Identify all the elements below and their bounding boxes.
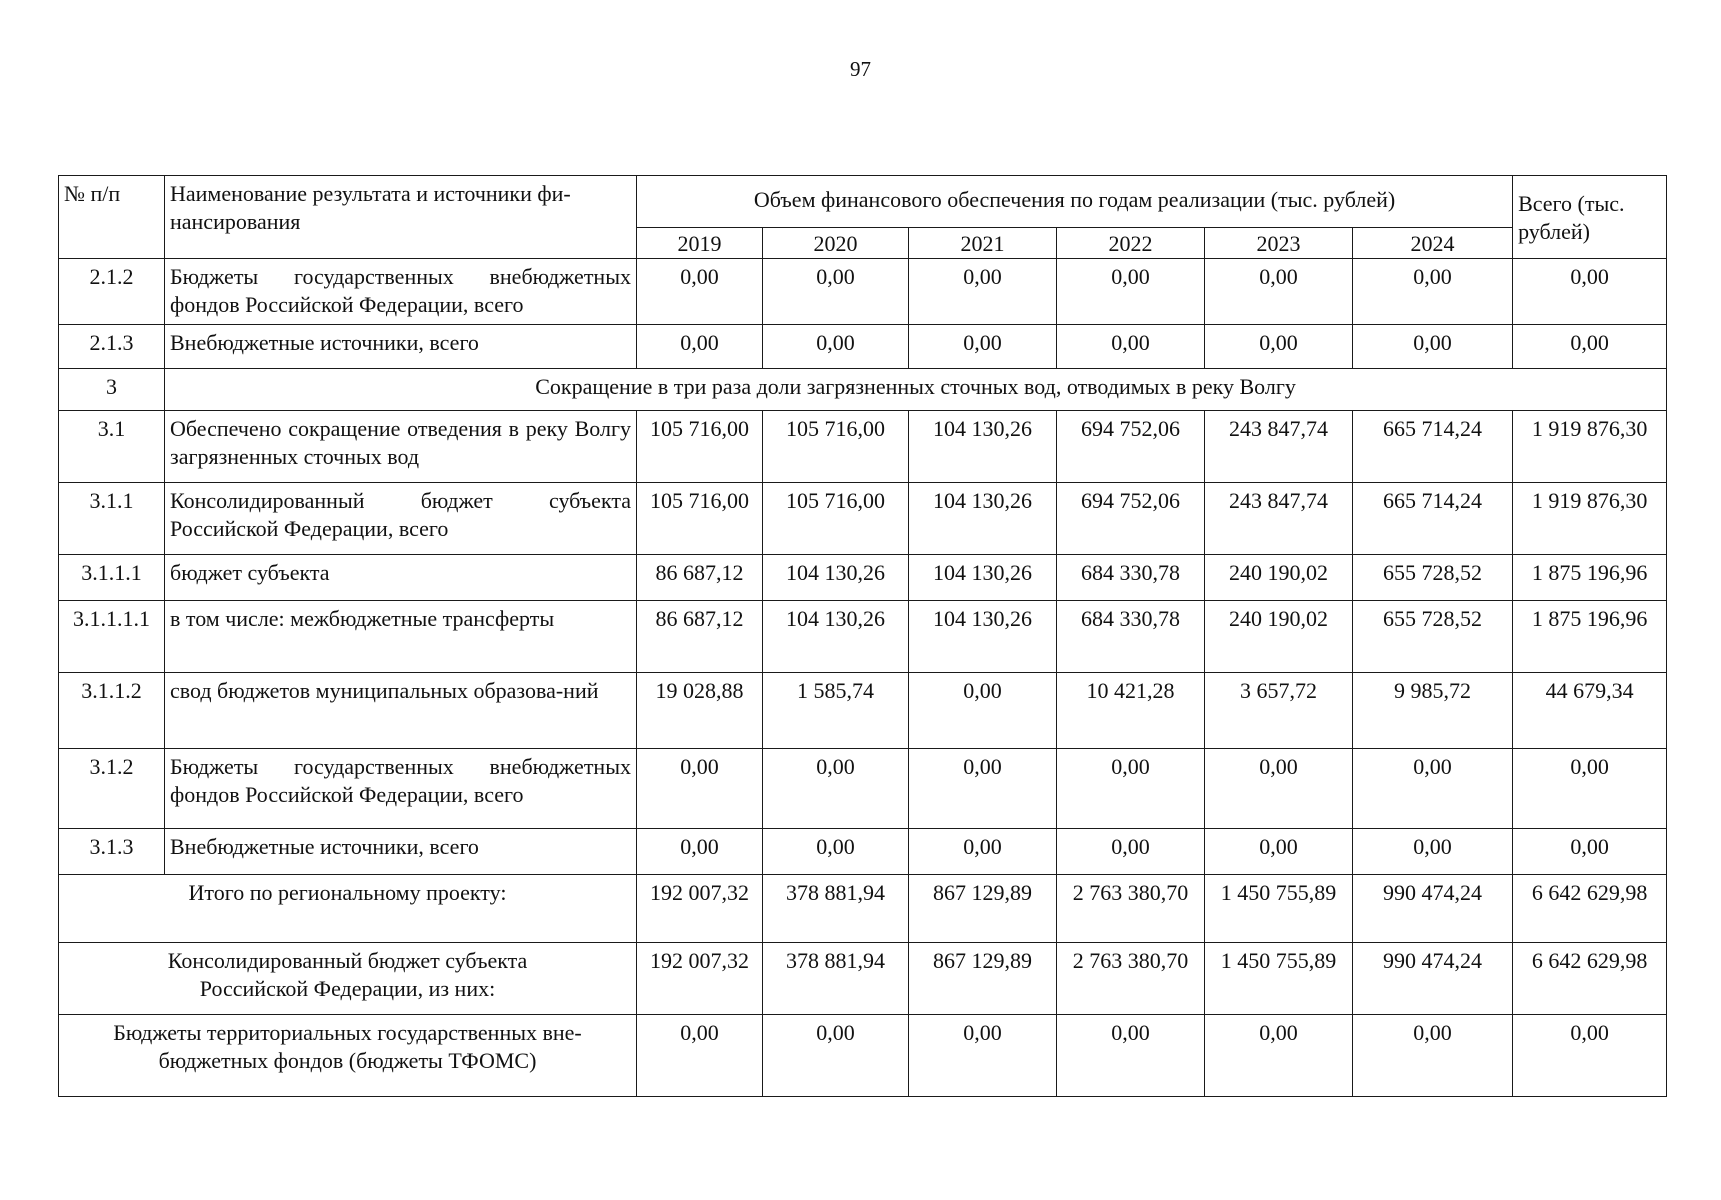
year-2024: 2024	[1353, 228, 1513, 259]
value-cell: 243 847,74	[1205, 483, 1353, 555]
row-num: 3.1.3	[59, 829, 165, 875]
value-cell: 86 687,12	[637, 601, 763, 673]
summary-row	[59, 1015, 1667, 1097]
value-cell: 0,00	[763, 749, 909, 829]
value-cell: 0,00	[1057, 1015, 1205, 1097]
row-num: 2.1.2	[59, 259, 165, 325]
table-row	[59, 829, 1667, 875]
value-cell: 0,00	[909, 829, 1057, 875]
value-cell: 105 716,00	[763, 411, 909, 483]
row-num: 3.1.1.1.1	[59, 601, 165, 673]
value-cell: 684 330,78	[1057, 555, 1205, 601]
value-cell: 0,00	[909, 1015, 1057, 1097]
value-cell: 0,00	[637, 1015, 763, 1097]
table-row	[59, 601, 1667, 673]
value-cell: 0,00	[1057, 749, 1205, 829]
total-cell: 6 642 629,98	[1513, 875, 1667, 943]
value-cell: 0,00	[1353, 1015, 1513, 1097]
value-cell: 9 985,72	[1353, 673, 1513, 749]
page-number: 97	[850, 57, 871, 81]
value-cell: 240 190,02	[1205, 555, 1353, 601]
value-cell: 0,00	[763, 1015, 909, 1097]
row-num: 3.1.1.2	[59, 673, 165, 749]
row-num: 3.1	[59, 411, 165, 483]
value-cell: 655 728,52	[1353, 601, 1513, 673]
value-cell: 0,00	[909, 749, 1057, 829]
value-cell: 0,00	[1205, 259, 1353, 325]
summary-label: Бюджеты территориальных государственных вне-бюджетных фондов (бюджеты ТФОМС)	[59, 1015, 637, 1097]
value-cell: 0,00	[909, 673, 1057, 749]
value-cell: 0,00	[1057, 259, 1205, 325]
summary-label: Итого по региональному проекту:	[59, 875, 637, 943]
total-cell: 0,00	[1513, 1015, 1667, 1097]
value-cell: 10 421,28	[1057, 673, 1205, 749]
value-cell: 0,00	[1353, 259, 1513, 325]
table-row	[59, 555, 1667, 601]
header-num: № п/п	[59, 176, 165, 259]
value-cell: 665 714,24	[1353, 411, 1513, 483]
total-cell: 0,00	[1513, 829, 1667, 875]
value-cell: 104 130,26	[909, 483, 1057, 555]
value-cell: 105 716,00	[637, 483, 763, 555]
value-cell: 0,00	[1205, 749, 1353, 829]
summary-label: Консолидированный бюджет субъекта Российской Федерации, из них:	[59, 943, 637, 1015]
table-row	[59, 325, 1667, 369]
value-cell: 243 847,74	[1205, 411, 1353, 483]
total-cell: 0,00	[1513, 325, 1667, 369]
row-name: Консолидированный бюджет субъекта Российской Федерации, всего	[165, 483, 637, 555]
row-name: Бюджеты государственных внебюджетных фондов Российской Федерации, всего	[165, 259, 637, 325]
table-row	[59, 483, 1667, 555]
row-name: Внебюджетные источники, всего	[165, 829, 637, 875]
total-cell: 1 875 196,96	[1513, 601, 1667, 673]
value-cell: 104 130,26	[909, 601, 1057, 673]
value-cell: 86 687,12	[637, 555, 763, 601]
value-cell: 0,00	[909, 259, 1057, 325]
value-cell: 378 881,94	[763, 943, 909, 1015]
value-cell: 2 763 380,70	[1057, 875, 1205, 943]
total-cell: 6 642 629,98	[1513, 943, 1667, 1015]
total-cell: 1 919 876,30	[1513, 411, 1667, 483]
value-cell: 0,00	[637, 749, 763, 829]
value-cell: 0,00	[1057, 325, 1205, 369]
value-cell: 0,00	[637, 325, 763, 369]
value-cell: 990 474,24	[1353, 943, 1513, 1015]
row-num: 2.1.3	[59, 325, 165, 369]
value-cell: 1 450 755,89	[1205, 943, 1353, 1015]
year-2020: 2020	[763, 228, 909, 259]
table-row	[59, 749, 1667, 829]
value-cell: 2 763 380,70	[1057, 943, 1205, 1015]
value-cell: 990 474,24	[1353, 875, 1513, 943]
value-cell: 867 129,89	[909, 943, 1057, 1015]
value-cell: 0,00	[1353, 325, 1513, 369]
row-num: 3.1.1.1	[59, 555, 165, 601]
value-cell: 104 130,26	[763, 601, 909, 673]
value-cell: 0,00	[1205, 1015, 1353, 1097]
section-num: 3	[59, 369, 165, 411]
value-cell: 0,00	[1205, 829, 1353, 875]
value-cell: 694 752,06	[1057, 483, 1205, 555]
total-cell: 0,00	[1513, 749, 1667, 829]
value-cell: 378 881,94	[763, 875, 909, 943]
row-name: бюджет субъекта	[165, 555, 637, 601]
value-cell: 665 714,24	[1353, 483, 1513, 555]
value-cell: 3 657,72	[1205, 673, 1353, 749]
value-cell: 0,00	[637, 259, 763, 325]
value-cell: 0,00	[1205, 325, 1353, 369]
value-cell: 105 716,00	[637, 411, 763, 483]
total-cell: 1 919 876,30	[1513, 483, 1667, 555]
value-cell: 104 130,26	[763, 555, 909, 601]
value-cell: 0,00	[1353, 749, 1513, 829]
value-cell: 240 190,02	[1205, 601, 1353, 673]
row-name: Внебюджетные источники, всего	[165, 325, 637, 369]
value-cell: 0,00	[763, 259, 909, 325]
header-total: Всего (тыс. рублей)	[1513, 176, 1667, 259]
value-cell: 684 330,78	[1057, 601, 1205, 673]
value-cell: 655 728,52	[1353, 555, 1513, 601]
value-cell: 104 130,26	[909, 555, 1057, 601]
value-cell: 0,00	[1057, 829, 1205, 875]
total-cell: 1 875 196,96	[1513, 555, 1667, 601]
header-name: Наименование результата и источники фи-нансирования	[165, 176, 637, 259]
section-row	[59, 369, 1667, 411]
section-title: Сокращение в три раза доли загрязненных сточных вод, отводимых в реку Волгу	[165, 369, 1667, 411]
summary-row	[59, 875, 1667, 943]
table-row	[59, 411, 1667, 483]
row-num: 3.1.1	[59, 483, 165, 555]
value-cell: 104 130,26	[909, 411, 1057, 483]
summary-row	[59, 943, 1667, 1015]
value-cell: 694 752,06	[1057, 411, 1205, 483]
value-cell: 0,00	[637, 829, 763, 875]
header-volume: Объем финансового обеспечения по годам реализации (тыс. рублей)	[637, 176, 1513, 228]
total-cell: 44 679,34	[1513, 673, 1667, 749]
row-num: 3.1.2	[59, 749, 165, 829]
table-row	[59, 673, 1667, 749]
row-name: Бюджеты государственных внебюджетных фондов Российской Федерации, всего	[165, 749, 637, 829]
row-name: в том числе: межбюджетные трансферты	[165, 601, 637, 673]
year-2023: 2023	[1205, 228, 1353, 259]
year-2019: 2019	[637, 228, 763, 259]
financing-table	[58, 175, 1667, 1097]
table-row	[59, 259, 1667, 325]
value-cell: 105 716,00	[763, 483, 909, 555]
row-name: Обеспечено сокращение отведения в реку Волгу загрязненных сточных вод	[165, 411, 637, 483]
value-cell: 0,00	[763, 829, 909, 875]
value-cell: 1 450 755,89	[1205, 875, 1353, 943]
year-2021: 2021	[909, 228, 1057, 259]
value-cell: 0,00	[763, 325, 909, 369]
total-cell: 0,00	[1513, 259, 1667, 325]
year-2022: 2022	[1057, 228, 1205, 259]
value-cell: 0,00	[1353, 829, 1513, 875]
value-cell: 867 129,89	[909, 875, 1057, 943]
value-cell: 0,00	[909, 325, 1057, 369]
header-row	[59, 176, 1667, 228]
row-name: свод бюджетов муниципальных образова-ний	[165, 673, 637, 749]
value-cell: 1 585,74	[763, 673, 909, 749]
value-cell: 19 028,88	[637, 673, 763, 749]
value-cell: 192 007,32	[637, 875, 763, 943]
value-cell: 192 007,32	[637, 943, 763, 1015]
